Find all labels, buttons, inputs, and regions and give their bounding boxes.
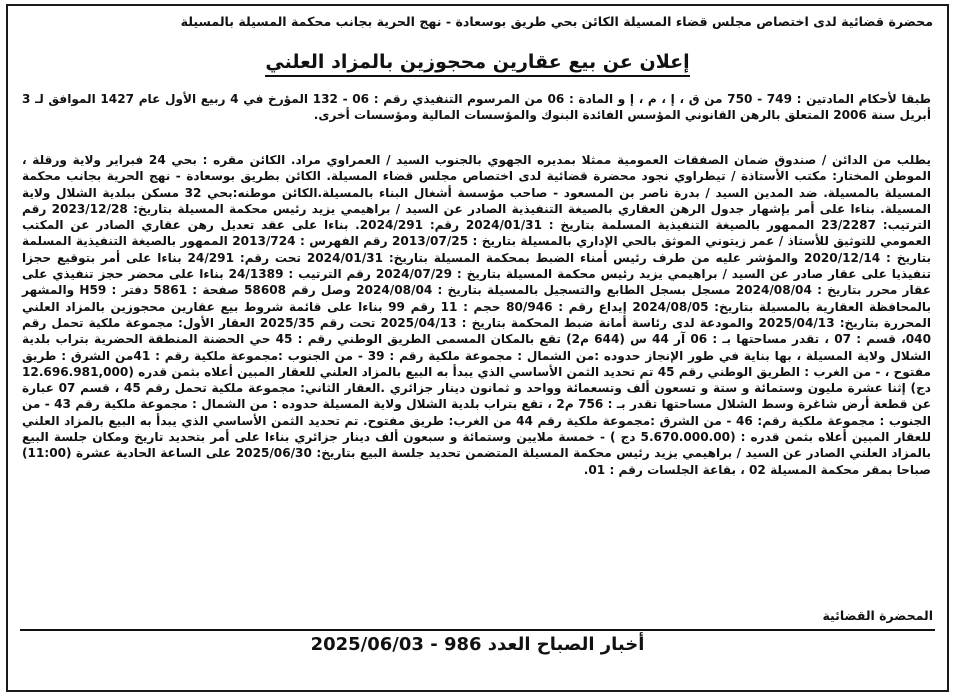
signature: المحضرة القضائية bbox=[822, 608, 933, 623]
notice-header: محضرة قضائية لدى اختصاص مجلس قضاء المسيلة الكائن بحي طريق بوسعادة - نهج الحرية بجانب محكمة المسيلة بالمسيلة bbox=[180, 14, 933, 29]
notice-title-text: إعلان عن بيع عقارين محجوزين بالمزاد العلني bbox=[265, 51, 689, 77]
legal-notice bbox=[6, 4, 949, 692]
publication-footer: أخبار الصباح العدد 986 - 2025/06/03 bbox=[310, 634, 645, 655]
footer-divider bbox=[20, 629, 935, 631]
notice-body-paragraph: يطلب من الدائن / صندوق ضمان الصفقات العمومية ممثلا بمديره الجهوي بالجنوب السيد / العمراوي مراد. الكائن مقره : بحي 24 فبراير ولاية ورقلة ، الموطن المختار: مكتب الأستاذة / تيطراوي نجود محضرة قضائية لدى اختصاص مجلس قضاء المسيلة. الكائن بطريق بوسعادة - نهج الحرية بجانب محكمة المسيلة بالمسيلة. ضد المدين السيد / بدرة ناصر بن المسعود - صاحب مؤسسة أشغال البناء بالمسيلة.الكائن موطنه:بحي 32 مسكن ببلدية الشلال ولاية المسيلة. بناءا على أمر بإشهار جدول الرهن العقاري بالصيغة التنفيذية الصادر عن السيد / براهيمي يزيد رئيس محكمة المسيلة بتاريخ: 2023/12/28 رقم الترتيب: 23/2287 الممهور بالصيغة التنفيذية المسلمة بتاريخ : 2024/01/31 رقم: 2024/291. بناءا على عقد تعديل رهن عقاري الصادر عن المكتب العمومي للتوثيق للأستاذ / عمر زيتوني الموثق بالحي الإداري بالمسيلة بتاريخ : 2013/07/25 رقم الفهرس : 2013/724 الممهور بالصيغة التنفيذية المسلمة بتاريخ : 2020/12/14 والمؤشر عليه من طرف رئيس أمناء الضبط بمحكمة المسيلة بتاريخ: 2024/01/31 تحت رقم: 24/291 بناءا على أمر بتوقيع حجزا تنفيذيا على عقار صادر عن السيد / براهيمي يزيد رئيس محكمة المسيلة بتاريخ : 2024/07/29 رقم الترتيب : 24/1389 بناءا على محضر حجز تنفيذي على عقار محرر بتاريخ : 2024/08/04 مسجل بسجل الطابع والتسجيل بالمسيلة بتاريخ : 2024/08/04 وصل رقم 58608 صفحة : 5861 دفتر : H59 والمشهر بالمحافظة العقارية بالمسيلة بتاريخ: 2024/08/05 إيداع رقم : 80/946 حجم : 11 رقم 99 بناءا على قائمة شروط بيع عقارين محجوزين بالمزاد العلني المحررة بتاريخ: 2025/04/13 والمودعة لدى رئاسة أمانة ضبط المحكمة بتاريخ : 2025/04/13 تحت رقم 2025/35 العقار الأول: مجموعة ملكية تحمل رقم 040، قسم : 07 ، تقدر مساحتها بـ : 06 آر 44 س (644 م2) تقع بالمكان المسمى الطريق الوطني رقم : 45 حي الحضنة المنطقة الحضرية بتراب بلدية الشلال ولاية المسيلة ، بها بناية في طور الإنجاز حدوده :من الشمال : مجموعة ملكية رقم : 39 - من الجنوب :مجموعة ملكية رقم : 41من الشرق : طريق مفتوح ، - من الغرب : الطريق الوطني رقم 45 تم تحديد الثمن الأساسي الذي يبدأ به البيع بالمزاد العلني للعقار المبين أعلاه بثمن قدره (12.696.981,000 دج) إثنا عشرة مليون وستمائة و ستة و تسعون ألف وتسعمائة وواحد و ثمانون دينار جزائري .العقار الثاني: مجموعة ملكية تحمل رقم 45 ، قسم 07 عبارة عن قطعة أرض شاغرة وسط الشلال مساحتها تقدر بـ : 756 م2 ، تقع بتراب بلدية الشلال ولاية المسيلة حدوده : من الشمال : مجموعة ملكية رقم 43 - من الجنوب : مجموعة ملكية رقم: 46 - من الشرق :مجموعة ملكية رقم 44 من الغرب: طريق مفتوح. تم تحديد الثمن الأساسي الذي يبدأ به البيع بالمزاد العلني للعقار المبين أعلاه بثمن قدره : (5.670.000.00 دج ) - خمسة ملايين وستمائة و سبعون ألف دينار جزائري بناءا على أمر بتحديد تاريخ ومكان جلسة البيع بالمزاد العلني الصادر عن السيد / براهيمي يزيد رئيس محكمة المسيلة المتضمن تحديد جلسة البيع بتاريخ: 2025/06/30 على الساعة الحادية عشرة (11:00) صباحا بمقر محكمة المسيلة 02 ، بقاعة الجلسات رقم : 01. bbox=[22, 153, 932, 477]
notice-title bbox=[8, 51, 947, 73]
legal-basis-paragraph: طبقا لأحكام المادتين : 749 - 750 من ق ، إ ، م ، إ و المادة : 06 من المرسوم التنفيذي رقم : 06 - 132 المؤرخ في 4 ربيع الأول عام 1427 الموافق لـ 3 أبريل سنة 2006 المتعلق بالرهن القانوني المؤسس الفائدة البنوك والمؤسسات المالية ومؤسسات أخرى. bbox=[22, 92, 932, 122]
